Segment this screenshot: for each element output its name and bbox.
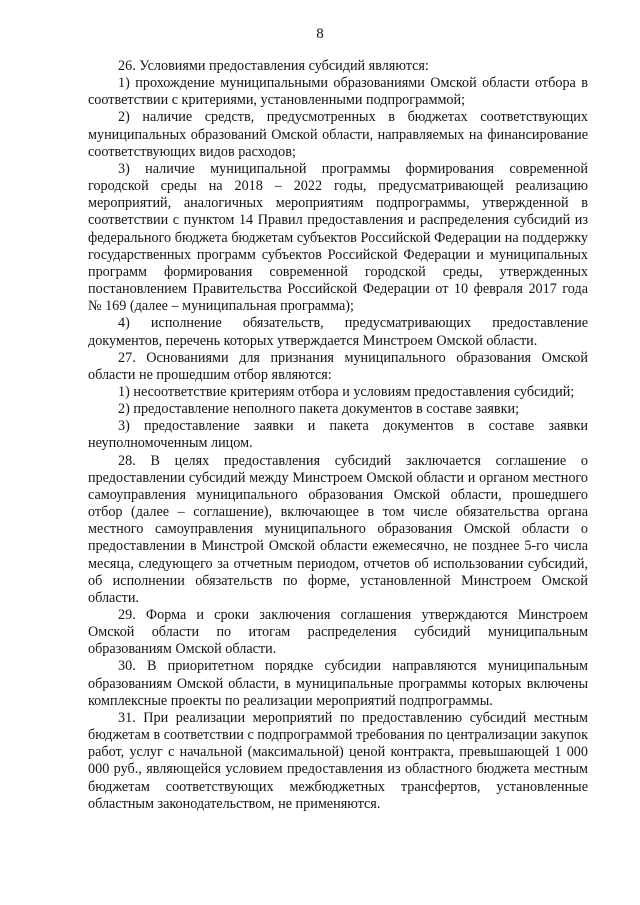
paragraph-29: 29. Форма и сроки заключения соглашения утверждаются Минстроем Омской области по итогам распределения субсидий муниципальным образованиям Омской области.: [88, 607, 588, 658]
paragraph-27-heading: 27. Основаниями для признания муниципального образования Омской области не прошедшим отбор являются:: [88, 349, 588, 383]
paragraph-28: 28. В целях предоставления субсидий заключается соглашение о предоставлении субсидий между Минстроем Омской области и органом местного самоуправления муниципального образования Омской области, прошедшего отбор (далее – соглашение), включающее в том числе обязательства органа местного самоуправления муниципального образования Омской области о предоставлении в Минстрой Омской области ежемесячно, не позднее 5-го числа месяца, следующего за отчетным периодом, отчетов об использовании субсидий, об исполнении обязательств по форме, установленной Минстроем Омской области.: [88, 452, 588, 606]
paragraph-26-item-2: 2) наличие средств, предусмотренных в бюджетах соответствующих муниципальных образований Омской области, направляемых на финансирование соответствующих видов расходов;: [88, 109, 588, 160]
document-body: [88, 58, 588, 813]
paragraph-27-item-3: 3) предоставление заявки и пакета документов в составе заявки неуполномоченным лицом.: [88, 418, 588, 452]
paragraph-31: 31. При реализации мероприятий по предоставлению субсидий местным бюджетам в соответствии с подпрограммой требования по централизации закупок работ, услуг с начальной (максимальной) ценой контракта, превышающей 1 000 000 руб., являющейся условием предоставления из областного бюджета местным бюджетам соответствующих межбюджетных трансфертов, установленные областным законодательством, не применяются.: [88, 709, 588, 812]
paragraph-26-item-1: 1) прохождение муниципальными образованиями Омской области отбора в соответствии с критериями, установленными подпрограммой;: [88, 75, 588, 109]
paragraph-26-item-3: 3) наличие муниципальной программы формирования современной городской среды на 2018 – 2022 годы, предусматривающей реализацию мероприятий, аналогичных мероприятиям подпрограммы, утвержденной в соответствии с пунктом 14 Правил предоставления и распределения субсидий из федерального бюджета бюджетам субъектов Российской Федерации на поддержку государственных программ субъектов Российской Федерации и муниципальных программ формирования современной городской среды, утвержденных постановлением Правительства Российской Федерации от 10 февраля 2017 года № 169 (далее – муниципальная программа);: [88, 160, 588, 315]
paragraph-26-item-4: 4) исполнение обязательств, предусматривающих предоставление документов, перечень которых утверждается Минстроем Омской области.: [88, 315, 588, 349]
paragraph-30: 30. В приоритетном порядке субсидии направляются муниципальным образованиям Омской области, в муниципальные программы которых включены комплексные проекты по реализации мероприятий подпрограммы.: [88, 658, 588, 709]
paragraph-27-item-1: 1) несоответствие критериям отбора и условиям предоставления субсидий;: [118, 383, 575, 400]
page-number: 8: [316, 26, 324, 42]
paragraph-26-heading: 26. Условиями предоставления субсидий являются:: [118, 58, 429, 74]
paragraph-27-item-2: 2) предоставление неполного пакета документов в составе заявки;: [118, 401, 520, 418]
